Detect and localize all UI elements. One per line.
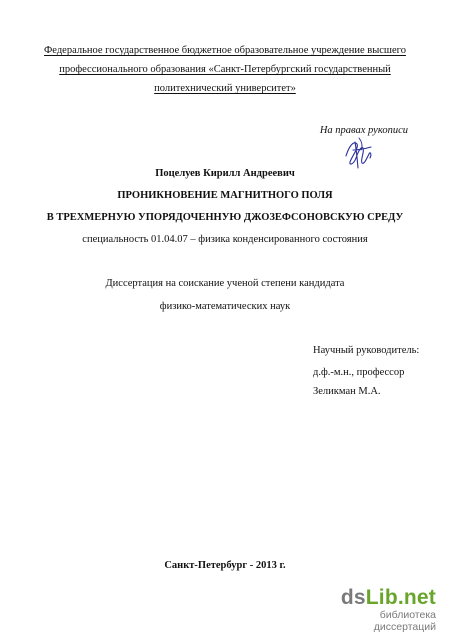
degree-line-1: Диссертация на соискание ученой степени кандидата xyxy=(105,278,345,289)
degree-line-2: физико-математических наук xyxy=(159,301,291,312)
org-line-2: профессионального образования «Санкт-Петербургский государственный xyxy=(59,64,391,75)
dslib-watermark xyxy=(316,586,436,633)
org-line-3: политехнический университет» xyxy=(154,83,296,94)
dissertation-title-line-2: В ТРЕХМЕРНУЮ УПОРЯДОЧЕННУЮ ДЖОЗЕФСОНОВСКУЮ СРЕДУ xyxy=(46,212,404,223)
watermark-subtitle: библиотека диссертаций xyxy=(373,609,436,633)
dissertation-title-line-1: ПРОНИКНОВЕНИЕ МАГНИТНОГО ПОЛЯ xyxy=(117,190,333,201)
manuscript-rights: На правах рукописи xyxy=(319,125,408,136)
place-and-year: Санкт-Петербург - 2013 г. xyxy=(164,560,286,571)
supervisor-name: Зеликман М.А. xyxy=(313,386,381,397)
org-line-1: Федеральное государственное бюджетное образовательное учреждение высшего xyxy=(44,45,406,56)
watermark-logo xyxy=(316,587,436,609)
supervisor-label: Научный руководитель: xyxy=(313,345,420,356)
supervisor-title: д.ф.-м.н., профессор xyxy=(313,367,405,378)
author-name: Поцелуев Кирилл Андреевич xyxy=(155,168,295,179)
watermark-logo-lib: Lib xyxy=(365,586,398,609)
watermark-logo-ds: ds xyxy=(340,586,366,609)
watermark-logo-net: .net xyxy=(397,586,436,609)
specialty: специальность 01.04.07 – физика конденсированного состояния xyxy=(82,234,368,245)
